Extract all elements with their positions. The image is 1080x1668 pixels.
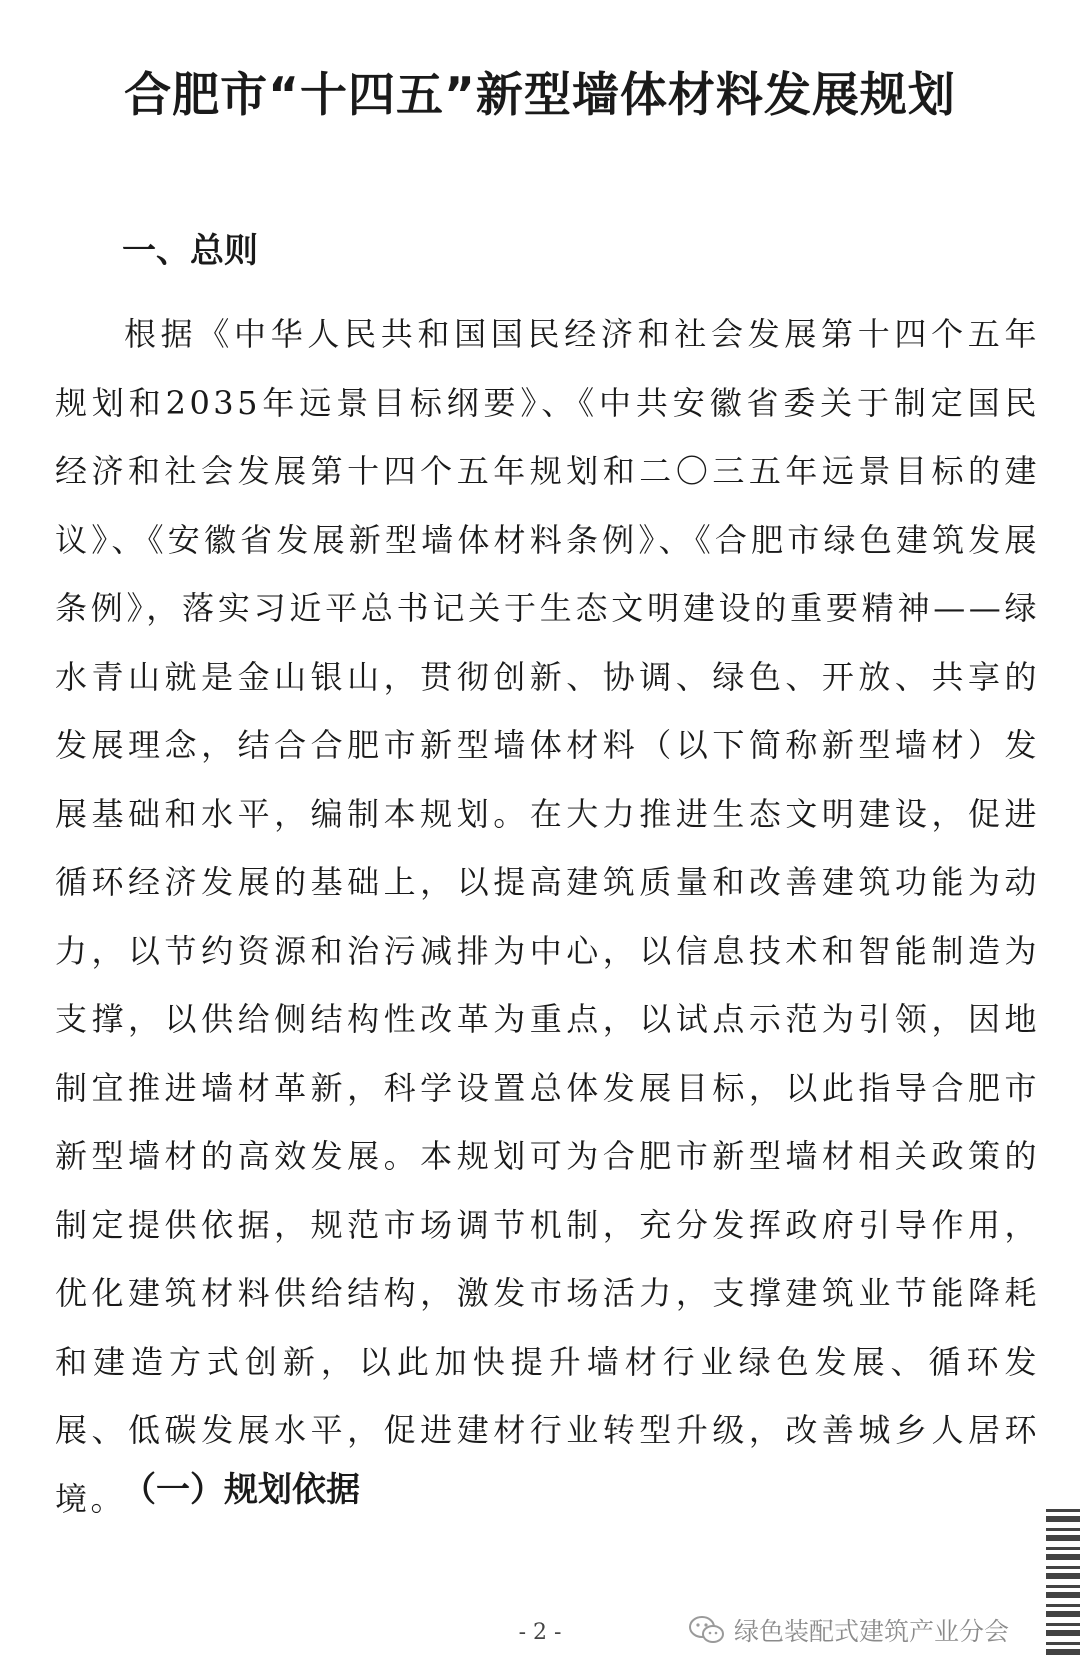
page-number: - 2 - xyxy=(518,1620,562,1645)
body-paragraph: 根据《中华人民共和国国民经济和社会发展第十四个五年规划和2035年远景目标纲要》、《中共安徽省委关于制定国民经济和社会发展第十四个五年规划和二〇三五年远景目标的建议》、《安徽省发展新型墙体材料条例》、《合肥市绿色建筑发展条例》，落实习近平总书记关于生态文明建设的重要精神——绿水青山就是金山银山，贯彻创新、协调、绿色、开放、共享的发展理念，结合合肥市新型墙体材料（以下简称新型墙材）发展基础和水平，编制本规划。在大力推进生态文明建设，促进循环经济发展的基础上，以提高建筑质量和改善建筑功能为动力，以节约资源和治污减排为中心，以信息技术和智能制造为支撑，以供给侧结构性改革为重点，以试点示范为引领，因地制宜推进墙材革新，科学设置总体发展目标，以此指导合肥市新型墙材的高效发展。本规划可为合肥市新型墙材相关政策的制定提供依据，规范市场调节机制，充分发挥政府引导作用，优化建筑材料供给结构，激发市场活力，支撑建筑业节能降耗和建造方式创新，以此加快提升墙材行业绿色发展、循环发展、低碳发展水平，促进建材行业转型升级，改善城乡人居环境。 xyxy=(55,315,1040,1518)
watermark-text: 绿色装配式建筑产业分会 xyxy=(734,1617,1010,1646)
page-title: 合肥市“十四五”新型墙体材料发展规划 xyxy=(124,68,956,123)
section-heading: 一、总则 xyxy=(122,231,258,271)
sub-heading: （一）规划依据 xyxy=(122,1470,360,1510)
